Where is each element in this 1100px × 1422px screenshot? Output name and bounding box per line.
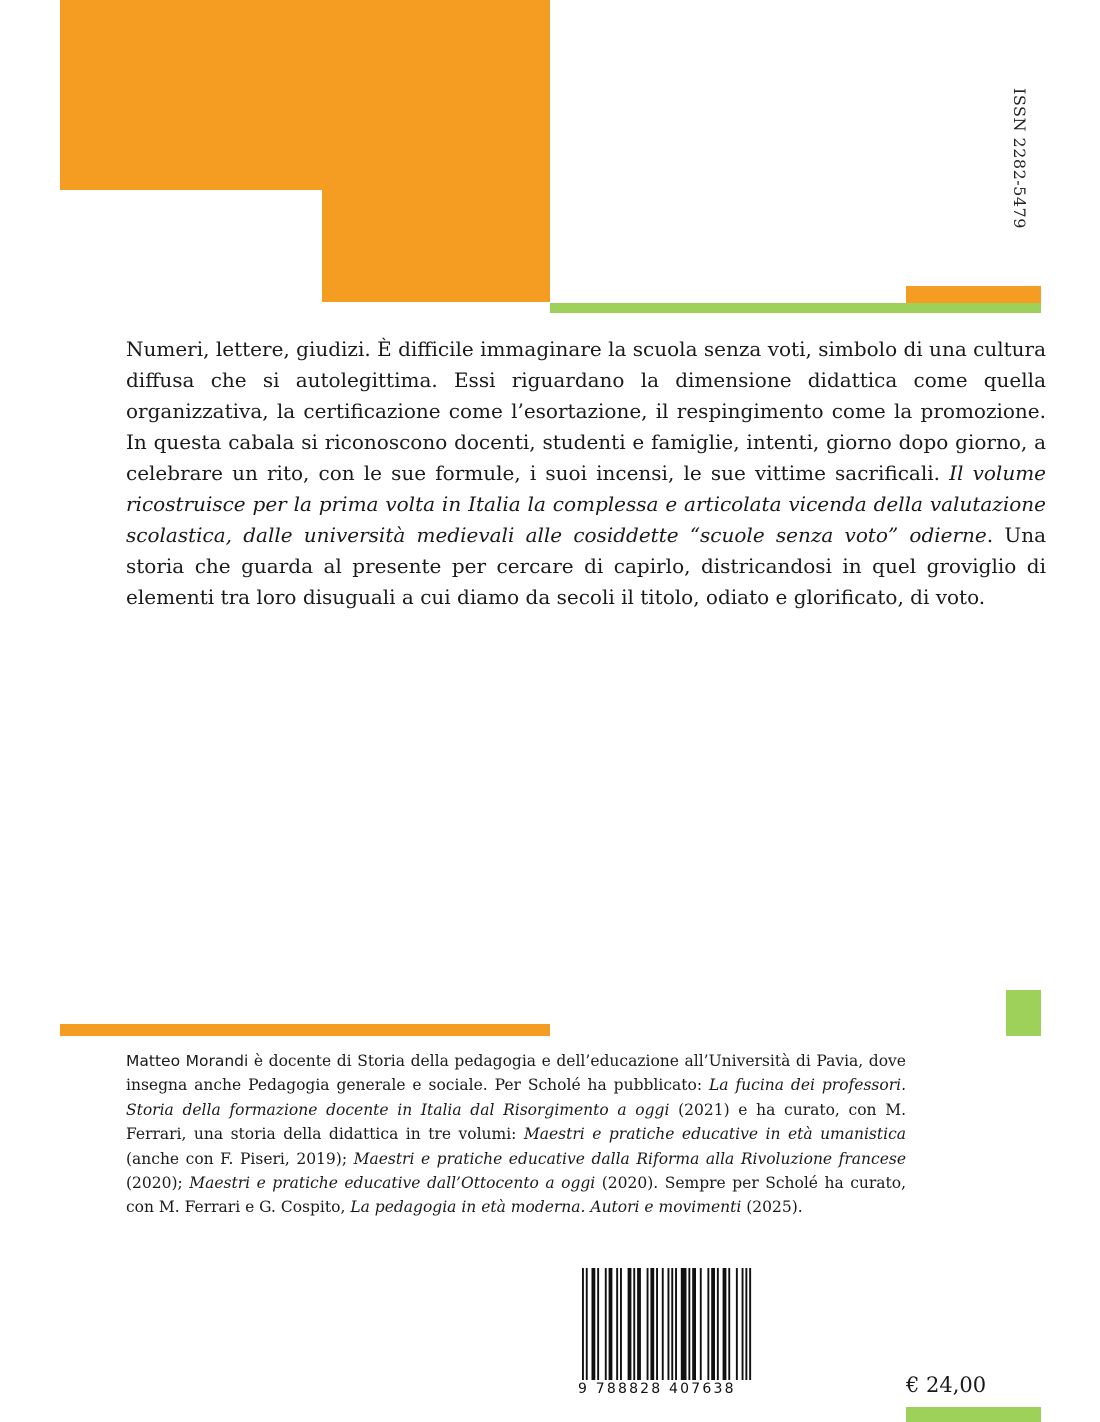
barcode-bar [633, 1268, 635, 1380]
blurb-text-start: Numeri, lettere, giudizi. È difficile immaginare la scuola senza voti, simbolo di una cultura diffusa che si autolegittima. Essi riguardano la dimensione didattica come quella organizzativa, la certificazione come l’esortazione, il respingimento come la promozione. In questa cabala si riconoscono docenti, studenti e famiglie, intenti, giorno dopo giorno, a celebrare un rito, con le sue formule, i suoi incensi, le sue vittime sacrificali. [126, 337, 1046, 485]
bio-book-title: La fucina dei professori. Storia della formazione docente in Italia dal Risorgimento a oggi [126, 1076, 906, 1119]
barcode-bar [742, 1268, 744, 1380]
barcode-bar [707, 1268, 709, 1380]
price-label: € 24,00 [906, 1373, 987, 1397]
barcode-bar [597, 1268, 599, 1380]
barcode-bar [675, 1268, 677, 1380]
barcode-bar [582, 1268, 584, 1380]
bio-book-title: Maestri e pratiche educative dall’Ottocento a oggi [189, 1174, 596, 1193]
barcode-bar [592, 1268, 596, 1380]
barcode-bar [647, 1268, 649, 1380]
author-bio [126, 1049, 906, 1220]
green-tab-right [1006, 990, 1041, 1036]
orange-block-lower [322, 190, 550, 302]
barcode-bar [745, 1268, 747, 1380]
author-name: Matteo Morandi [126, 1052, 249, 1070]
barcode-bar [728, 1268, 730, 1380]
bio-book-title: Maestri e pratiche educative dalla Riforma alla Rivoluzione francese [353, 1149, 906, 1168]
barcode-bar [650, 1268, 654, 1380]
barcode-bar [749, 1268, 751, 1380]
barcode-bar [628, 1268, 632, 1380]
barcode-bar [692, 1268, 696, 1380]
barcode-digits: 9 788828 407638 [578, 1381, 736, 1397]
barcode-bar [671, 1268, 673, 1380]
blurb-text-end: . Una storia che guarda al presente per cercare di capirlo, districandosi in quel groviglio di elementi tra loro disuguali a cui diamo da secoli il titolo, odiato e glorificato, di voto. [126, 523, 1047, 609]
bio-book-title: La pedagogia in età moderna. Autori e movimenti [350, 1198, 742, 1217]
barcode-bar [688, 1268, 690, 1380]
orange-tab-right [906, 286, 1041, 303]
blurb-text [126, 334, 1046, 613]
barcode-bar [605, 1268, 607, 1380]
barcode-bar [586, 1268, 588, 1380]
bio-text: (2020); [126, 1174, 190, 1193]
barcode-bar [723, 1268, 727, 1380]
green-rule-top [550, 303, 1041, 313]
bio-text: (2020). Sempre per Scholé ha curato, con M. Ferrari e G. Cospito, [126, 1174, 906, 1217]
bio-text: è docente di Storia della pedagogia e dell’educazione all’Università di Pavia, dove insegna anche Pedagogia generale e sociale. Per Scholé ha pubblicato: [126, 1052, 906, 1095]
barcode-bar [620, 1268, 622, 1380]
barcode-bar [681, 1268, 687, 1380]
blurb-text-italic: Il volume ricostruisce per la prima volta in Italia la complessa e articolata vicenda della valutazione scolastica, dalle università medievali alle cosiddette “scuole senza voto” odierne [126, 461, 1047, 547]
barcode-bar [609, 1268, 613, 1380]
issn-label: ISSN 2282-5479 [1010, 88, 1029, 229]
bio-text: (2025). [741, 1198, 803, 1217]
orange-block-left [60, 100, 250, 190]
barcode-bar [717, 1268, 719, 1380]
bio-text: (2021) e ha curato, con M. Ferrari, una storia della didattica in tre volumi: [126, 1100, 906, 1144]
orange-block-top [60, 0, 550, 100]
orange-rule-bio [60, 1024, 550, 1036]
barcode-bar [736, 1268, 738, 1380]
barcode-bar [656, 1268, 658, 1380]
bio-text: (anche con F. Piseri, 2019); [126, 1149, 354, 1168]
barcode-bar [668, 1268, 670, 1380]
barcode-bar [662, 1268, 664, 1380]
barcode-bar [711, 1268, 715, 1380]
green-rule-bottom [906, 1407, 1041, 1422]
isbn-barcode [578, 1268, 814, 1380]
barcode-bar [700, 1268, 702, 1380]
orange-block-middle [250, 100, 550, 190]
barcode-bar [637, 1268, 641, 1380]
barcode-bar [616, 1268, 618, 1380]
bio-book-title: Maestri e pratiche educative in età umanistica [523, 1125, 906, 1144]
